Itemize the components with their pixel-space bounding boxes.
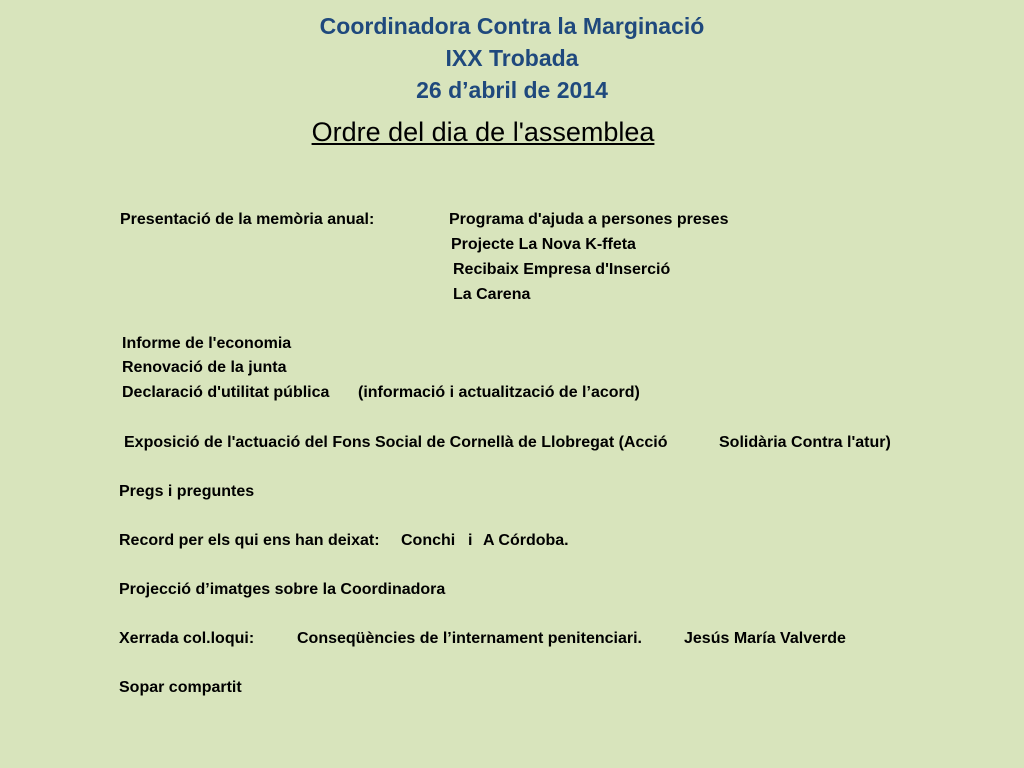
event-date: 26 d’abril de 2014 [416, 77, 608, 103]
xerrada-topic: Conseqüències de l’internament penitenciari. [297, 630, 642, 647]
memoria-label: Presentació de la memòria anual: [120, 211, 375, 228]
slide-header [0, 10, 1024, 106]
fons-social-note: Solidària Contra l'atur) [719, 434, 891, 451]
agenda-title: Ordre del dia de l'assemblea [311, 117, 655, 147]
fons-social-label: Exposició de l'actuació del Fons Social de Cornellà de Llobregat (Acció [124, 434, 668, 451]
record-name-2: A Córdoba. [483, 532, 569, 549]
projeccio-item: Projecció d’imatges sobre la Coordinadora [119, 581, 446, 598]
economia-item: Informe de l'economia [122, 335, 292, 352]
xerrada-label: Xerrada col.loqui: [119, 630, 255, 647]
memoria-item-4: La Carena [453, 286, 531, 303]
memoria-item-2: Projecte La Nova K-ffeta [451, 236, 636, 253]
pregs-item: Pregs i preguntes [119, 483, 255, 500]
memoria-item-3: Recibaix Empresa d'Inserció [453, 261, 671, 278]
record-label: Record per els qui ens han deixat: [119, 532, 380, 549]
junta-item: Renovació de la junta [122, 359, 287, 376]
record-name-1: Conchi [401, 532, 456, 549]
utilitat-label: Declaració d'utilitat pública [122, 384, 330, 401]
event-edition: IXX Trobada [445, 45, 579, 71]
record-conj: i [468, 532, 473, 549]
sopar-item: Sopar compartit [119, 679, 242, 696]
utilitat-note: (informació i actualització de l’acord) [358, 384, 640, 401]
memoria-item-1: Programa d'ajuda a persones preses [449, 211, 729, 228]
organization-name: Coordinadora Contra la Marginació [319, 13, 705, 39]
xerrada-speaker: Jesús María Valverde [684, 630, 846, 647]
